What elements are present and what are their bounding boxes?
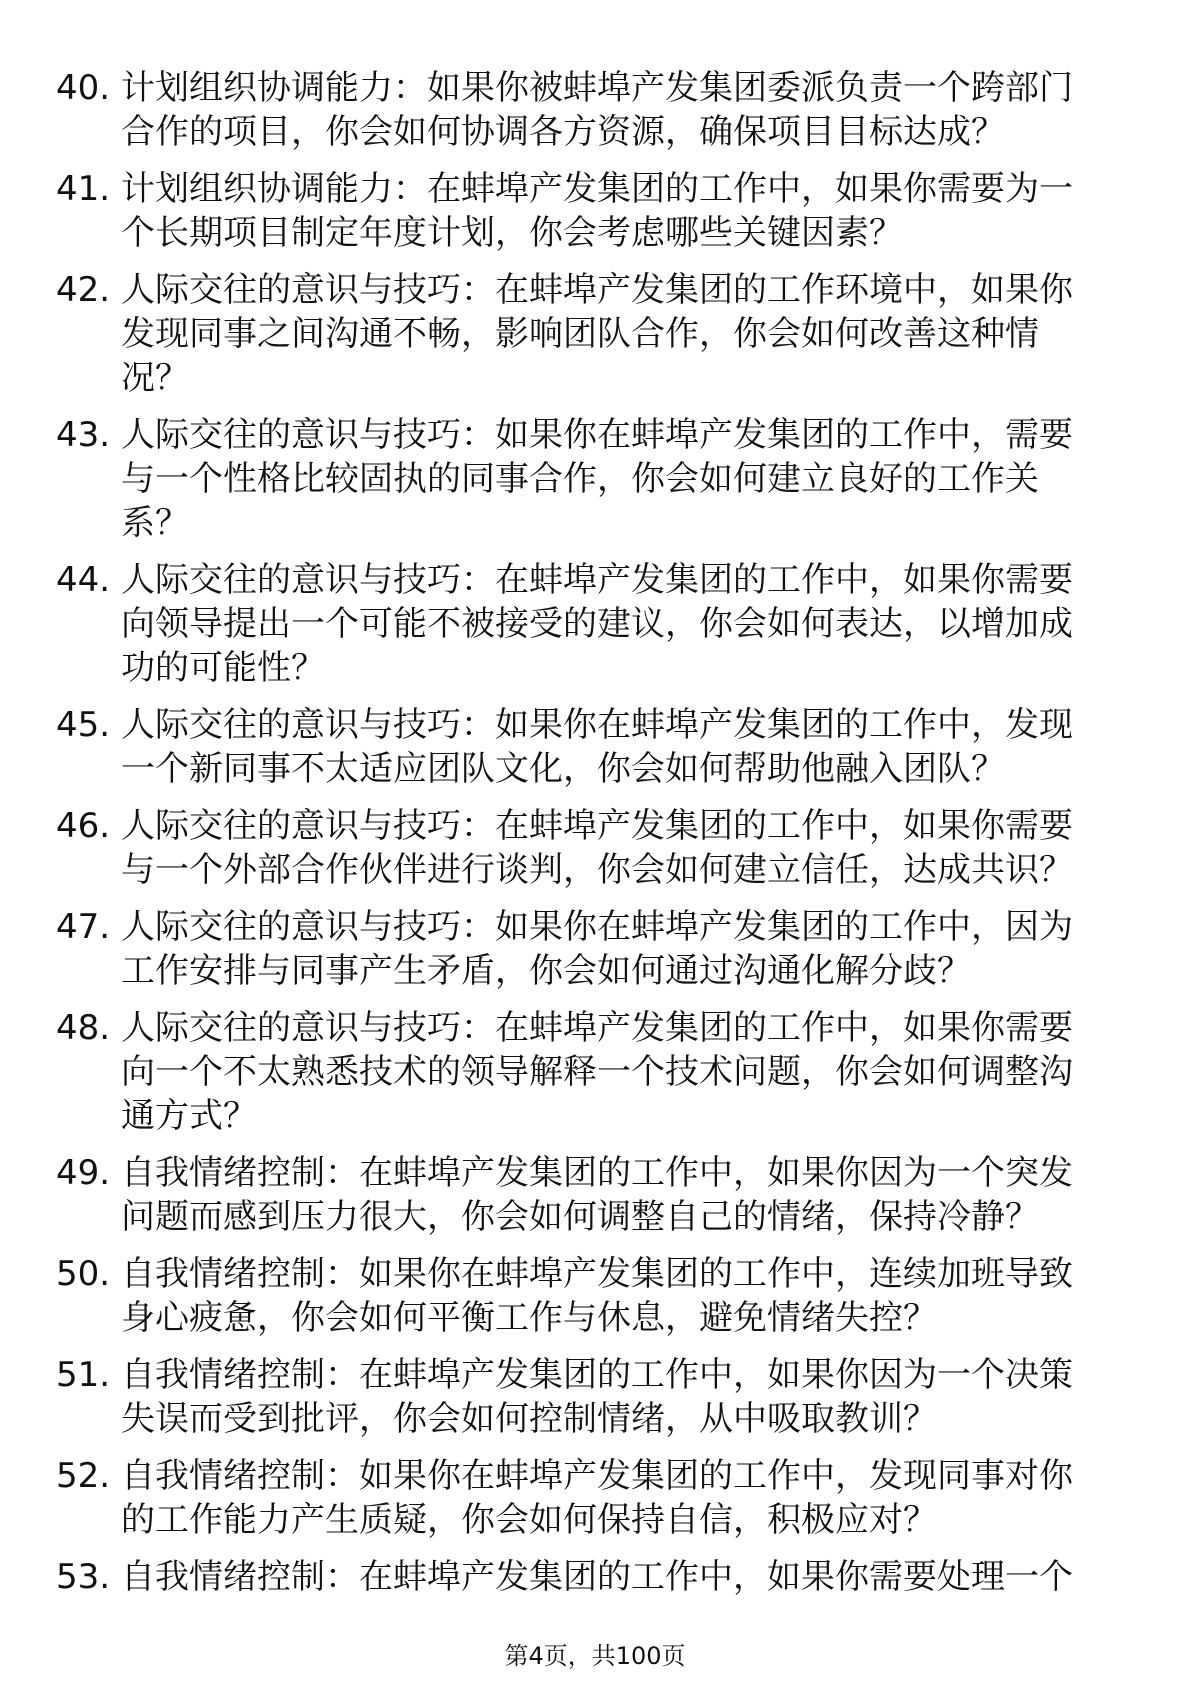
question-number: 43. xyxy=(56,415,111,455)
question-number: 51. xyxy=(56,1355,111,1395)
question-text: 自我情绪控制：在蚌埠产发集团的工作中，如果你因为一个决策失误而受到批评，你会如何控制情绪，从中吸取教训？ xyxy=(121,1355,1073,1439)
question-item xyxy=(56,1454,1136,1542)
question-item xyxy=(56,804,1136,892)
question-text: 自我情绪控制：如果你在蚌埠产发集团的工作中，连续加班导致身心疲惫，你会如何平衡工作与休息，避免情绪失控？ xyxy=(121,1254,1073,1338)
question-text: 计划组织协调能力：在蚌埠产发集团的工作中，如果你需要为一个长期项目制定年度计划，你会考虑哪些关键因素？ xyxy=(121,169,1073,253)
question-number: 40. xyxy=(56,68,111,108)
question-item xyxy=(56,1151,1136,1239)
question-text: 自我情绪控制：在蚌埠产发集团的工作中，如果你需要处理一个 xyxy=(121,1557,1073,1597)
question-number: 47. xyxy=(56,907,111,947)
question-text: 人际交往的意识与技巧：如果你在蚌埠产发集团的工作中，需要与一个性格比较固执的同事合作，你会如何建立良好的工作关系？ xyxy=(121,415,1073,543)
question-item xyxy=(56,905,1136,993)
question-text: 人际交往的意识与技巧：在蚌埠产发集团的工作中，如果你需要与一个外部合作伙伴进行谈判，你会如何建立信任，达成共识？ xyxy=(121,806,1073,890)
question-number: 45. xyxy=(56,705,111,745)
question-number: 50. xyxy=(56,1254,111,1294)
question-text: 人际交往的意识与技巧：在蚌埠产发集团的工作中，如果你需要向领导提出一个可能不被接受的建议，你会如何表达，以增加成功的可能性？ xyxy=(121,560,1073,688)
question-text: 计划组织协调能力：如果你被蚌埠产发集团委派负责一个跨部门合作的项目，你会如何协调各方资源，确保项目目标达成？ xyxy=(121,68,1073,152)
question-item xyxy=(56,703,1136,791)
question-text: 人际交往的意识与技巧：如果你在蚌埠产发集团的工作中，发现一个新同事不太适应团队文化，你会如何帮助他融入团队？ xyxy=(121,705,1073,789)
question-number: 53. xyxy=(56,1557,111,1597)
question-item xyxy=(56,66,1136,154)
question-number: 52. xyxy=(56,1456,111,1496)
question-number: 46. xyxy=(56,806,111,846)
question-number: 41. xyxy=(56,169,111,209)
question-text: 自我情绪控制：如果你在蚌埠产发集团的工作中，发现同事对你的工作能力产生质疑，你会如何保持自信，积极应对？ xyxy=(121,1456,1073,1540)
question-text: 人际交往的意识与技巧：在蚌埠产发集团的工作环境中，如果你发现同事之间沟通不畅，影响团队合作，你会如何改善这种情况？ xyxy=(121,270,1073,398)
question-list xyxy=(56,66,1136,1612)
question-text: 人际交往的意识与技巧：在蚌埠产发集团的工作中，如果你需要向一个不太熟悉技术的领导解释一个技术问题，你会如何调整沟通方式？ xyxy=(121,1008,1073,1136)
question-text: 人际交往的意识与技巧：如果你在蚌埠产发集团的工作中，因为工作安排与同事产生矛盾，你会如何通过沟通化解分歧？ xyxy=(121,907,1073,991)
question-item xyxy=(56,1353,1136,1441)
question-item xyxy=(56,1252,1136,1340)
question-item xyxy=(56,1006,1136,1138)
question-item xyxy=(56,167,1136,255)
question-number: 49. xyxy=(56,1153,111,1193)
question-item xyxy=(56,558,1136,690)
question-text: 自我情绪控制：在蚌埠产发集团的工作中，如果你因为一个突发问题而感到压力很大，你会如何调整自己的情绪，保持冷静？ xyxy=(121,1153,1073,1237)
question-item xyxy=(56,413,1136,545)
question-item xyxy=(56,268,1136,400)
question-number: 42. xyxy=(56,270,111,310)
page-footer: 第4页，共100页 xyxy=(504,1642,686,1670)
question-number: 48. xyxy=(56,1008,111,1048)
question-item xyxy=(56,1555,1136,1599)
question-number: 44. xyxy=(56,560,111,600)
